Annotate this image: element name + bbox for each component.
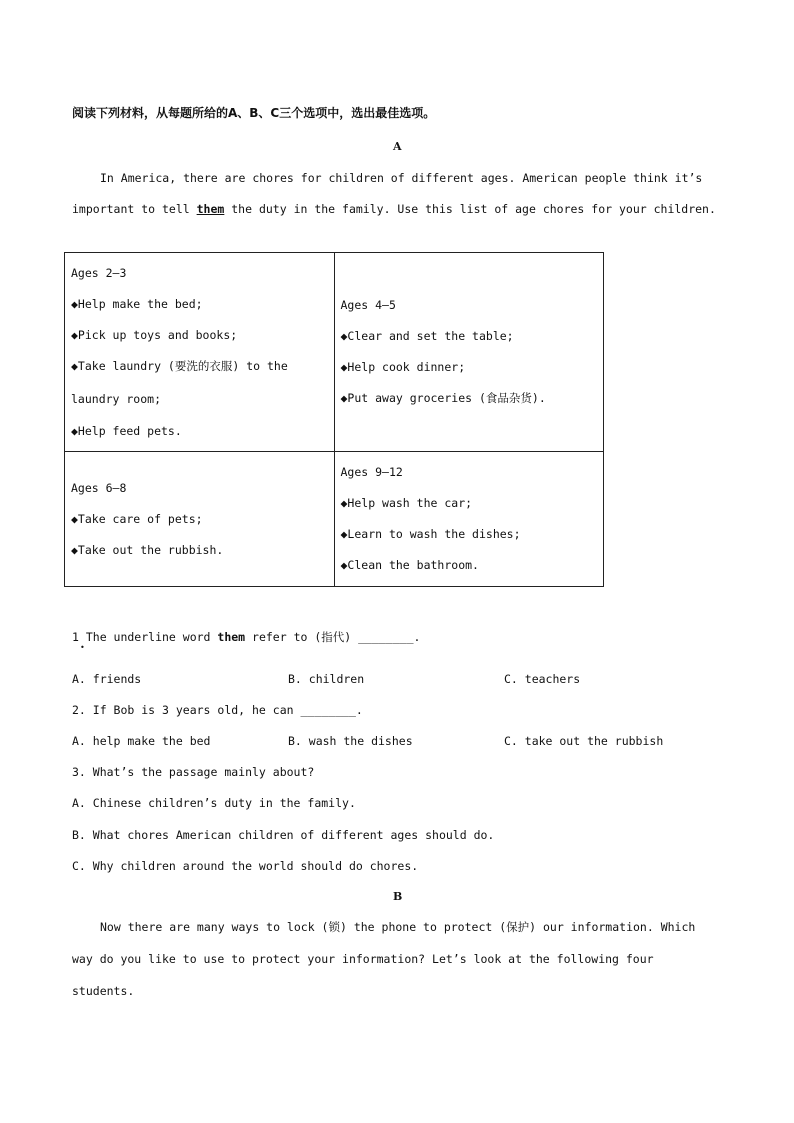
cell-ages-9-12 <box>334 452 604 587</box>
question-3-stem: 3. What’s the passage mainly about? <box>72 765 315 779</box>
chore-item: ◆Help cook dinner; <box>340 360 466 374</box>
chore-item: ◆Take laundry (要洗的衣服) to the <box>71 358 288 373</box>
question-2-stem: 2. If Bob is 3 years old, he can ________. <box>72 703 363 717</box>
cell-title: Ages 2—3 <box>71 265 127 280</box>
chore-item: ◆Take care of pets; <box>71 511 203 526</box>
chore-item: ◆Help wash the car; <box>340 496 473 510</box>
q1-option-c: C. teachers <box>504 672 581 686</box>
q2-option-c: C. take out the rubbish <box>504 734 664 748</box>
q3-option-a: A. Chinese children’s duty in the family. <box>72 796 356 810</box>
passage-b-line3: students. <box>72 984 135 998</box>
instruction: 阅读下列材料，从每题所给的A、B、C三个选项中，选出最佳选项。 <box>72 106 436 120</box>
chore-item: ◆Take out the rubbish. <box>71 542 224 557</box>
passage-a-line1: In America, there are chores for children of different ages. American people think it’s <box>100 171 703 185</box>
chore-item: ◆Clean the bathroom. <box>340 558 479 572</box>
age-chores-table <box>64 252 604 587</box>
q1-word: them <box>217 630 246 644</box>
cell-ages-2-3 <box>65 253 335 452</box>
q3-option-b: B. What chores American children of different ages should do. <box>72 828 495 842</box>
passage-a-line2-after: the duty in the family. Use this list of age chores for your children. <box>224 202 716 216</box>
cell-ages-4-5 <box>334 253 604 452</box>
chore-item: ◆Help make the bed; <box>71 296 203 311</box>
passage-a-line2 <box>72 202 716 216</box>
q3-option-c: C. Why children around the world should do chores. <box>72 859 419 873</box>
chore-item: laundry room; <box>71 391 162 406</box>
passage-b-line2: way do you like to use to protect your information? Let’s look at the following four <box>72 952 654 966</box>
underlined-word-them: them <box>196 202 225 216</box>
section-b-heading: B <box>393 890 403 903</box>
chore-item: ◆Put away groceries (食品杂货). <box>340 391 546 405</box>
q1-suffix: refer to (指代) ________. <box>245 630 421 644</box>
cell-title: Ages 9—12 <box>340 465 403 479</box>
passage-a-line2-before: important to tell <box>72 202 197 216</box>
dot-mark: • <box>80 643 85 652</box>
question-1-stem <box>72 629 420 645</box>
cell-title: Ages 4—5 <box>340 298 396 312</box>
chore-item: ◆Clear and set the table; <box>340 329 514 343</box>
cell-title: Ages 6—8 <box>71 480 127 495</box>
q2-option-b: B. wash the dishes <box>288 734 413 748</box>
section-a-heading: A <box>393 140 402 153</box>
chore-item: ◆Pick up toys and books; <box>71 327 238 342</box>
passage-b-line1: Now there are many ways to lock (锁) the phone to protect (保护) our information. Which <box>100 920 696 934</box>
chore-item: ◆Learn to wash the dishes; <box>340 527 521 541</box>
q1-option-a: A. friends <box>72 672 142 686</box>
q1-option-b: B. children <box>288 672 365 686</box>
q2-option-a: A. help make the bed <box>72 734 211 748</box>
chore-item: ◆Help feed pets. <box>71 423 182 438</box>
q1-prefix: 1 The underline word <box>72 630 218 644</box>
cell-ages-6-8 <box>65 452 335 587</box>
